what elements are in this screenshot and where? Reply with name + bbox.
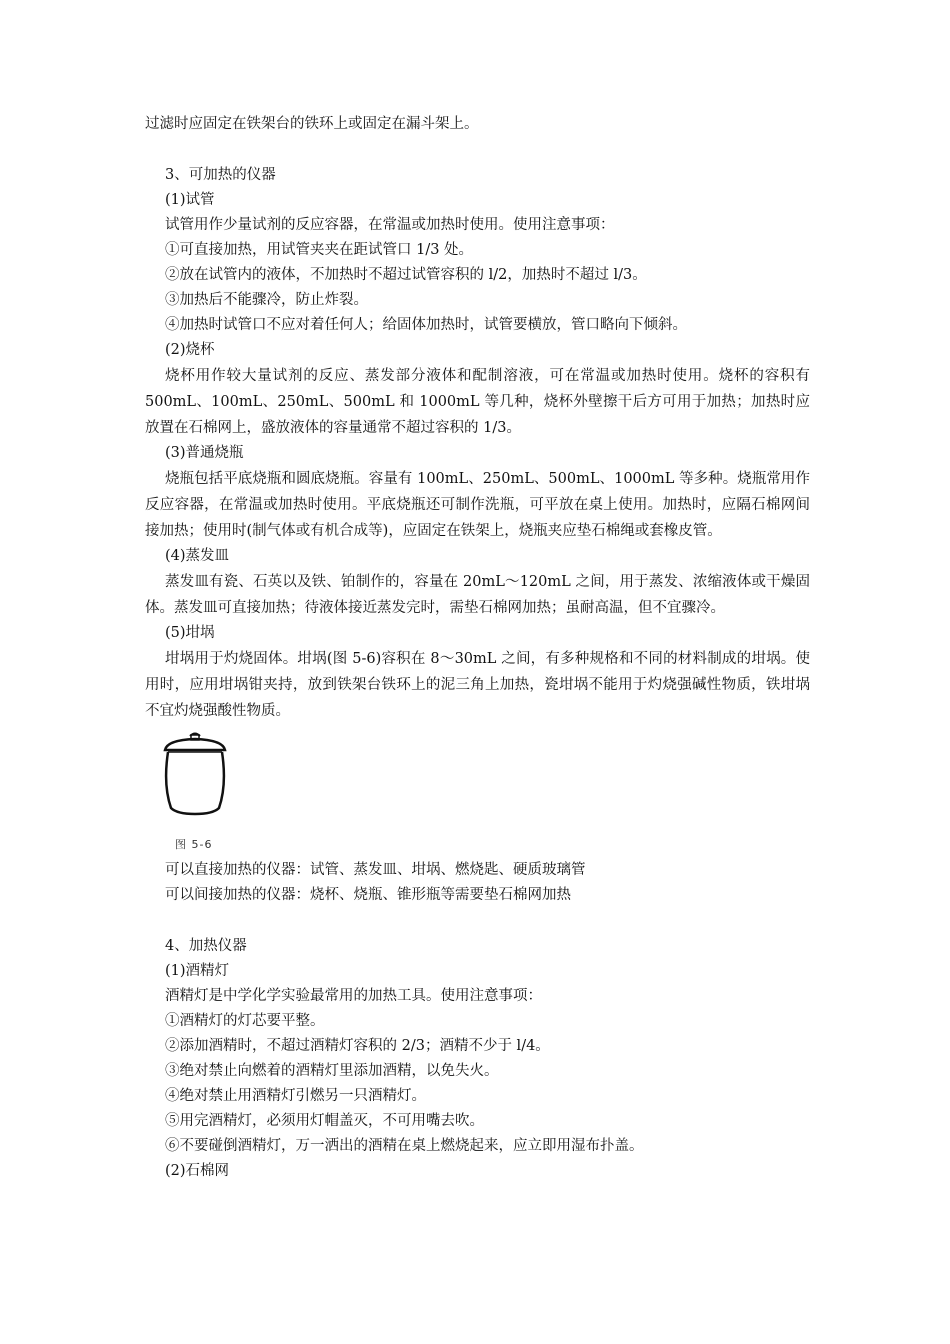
subsection-heading: (1)酒精灯 (165, 963, 230, 979)
paragraph: 烧杯用作较大量试剂的反应、蒸发部分液体和配制溶液，可在常温或加热时使用。烧杯的容积有 500mL、100mL、250mL、500mL 和 1000mL 等几种，烧杯外壁擦干后方可用于加热；加热时应放置在石棉网上，盛放液体的容量通常不超过容积的 1/3。 (145, 368, 810, 436)
paragraph: 坩埚用于灼烧固体。坩埚(图 5-6)容积在 8～30mL 之间，有多种规格和不同的材料制成的坩埚。使用时，应用坩埚钳夹持，放到铁架台铁环上的泥三角上加热，瓷坩埚不能用于灼烧强碱性物质，铁坩埚不宜灼烧强酸性物质。 (145, 651, 810, 719)
section-heading: 4、加热仪器 (165, 938, 247, 954)
crucible-figure (145, 730, 810, 858)
text-line: 可以间接加热的仪器：烧杯、烧瓶、锥形瓶等需要垫石棉网加热 (165, 887, 571, 903)
subsection-heading: (5)坩埚 (165, 625, 215, 641)
list-item: ②添加酒精时，不超过酒精灯容积的 2/3；酒精不少于 l/4。 (165, 1038, 550, 1054)
text-line: 可以直接加热的仪器：试管、蒸发皿、坩埚、燃烧匙、硬质玻璃管 (165, 862, 586, 878)
document-page (145, 112, 810, 1184)
list-item: ①可直接加热，用试管夹夹在距试管口 1/3 处。 (165, 242, 474, 258)
spacer (145, 908, 810, 934)
paragraph: 蒸发皿有瓷、石英以及铁、铂制作的，容量在 20mL～120mL 之间，用于蒸发、浓缩液体或干燥固体。蒸发皿可直接加热；待液体接近蒸发完时，需垫石棉网加热；虽耐高温，但不宜骤冷。 (145, 574, 810, 616)
subsection-heading: (4)蒸发皿 (165, 548, 230, 564)
paragraph: 烧瓶包括平底烧瓶和圆底烧瓶。容量有 100mL、250mL、500mL、1000mL 等多种。烧瓶常用作反应容器，在常温或加热时使用。平底烧瓶还可制作洗瓶，可平放在桌上使用。加热时，应隔石棉网间接加热；使用时(制气体或有机合成等)，应固定在铁架上，烧瓶夹应垫石棉绳或套橡皮管。 (145, 471, 810, 539)
list-item: ③绝对禁止向燃着的酒精灯里添加酒精，以免失火。 (165, 1063, 499, 1079)
list-item: ②放在试管内的液体，不加热时不超过试管容积的 l/2，加热时不超过 l/3。 (165, 267, 647, 283)
figure-caption: 图 5-6 (175, 838, 213, 851)
subsection-heading: (2)烧杯 (165, 342, 215, 358)
spacer (145, 137, 810, 163)
subsection-heading: (1)试管 (165, 192, 215, 208)
list-item: ④加热时试管口不应对着任何人；给固体加热时，试管要横放，管口略向下倾斜。 (165, 317, 687, 333)
section-heading: 3、可加热的仪器 (165, 167, 276, 183)
crucible-icon (155, 730, 235, 830)
list-item: ③加热后不能骤冷，防止炸裂。 (165, 292, 368, 308)
subsection-heading: (3)普通烧瓶 (165, 445, 244, 461)
list-item: ⑥不要碰倒酒精灯，万一洒出的酒精在桌上燃烧起来，应立即用湿布扑盖。 (165, 1138, 644, 1154)
list-item: ①酒精灯的灯芯要平整。 (165, 1013, 325, 1029)
text-line: 酒精灯是中学化学实验最常用的加热工具。使用注意事项： (165, 988, 542, 1004)
text-line: 过滤时应固定在铁架台的铁环上或固定在漏斗架上。 (145, 116, 479, 132)
subsection-heading: (2)石棉网 (165, 1163, 230, 1179)
text-line: 试管用作少量试剂的反应容器，在常温或加热时使用。使用注意事项： (165, 217, 615, 233)
list-item: ④绝对禁止用酒精灯引燃另一只酒精灯。 (165, 1088, 426, 1104)
list-item: ⑤用完酒精灯，必须用灯帽盖灭，不可用嘴去吹。 (165, 1113, 484, 1129)
